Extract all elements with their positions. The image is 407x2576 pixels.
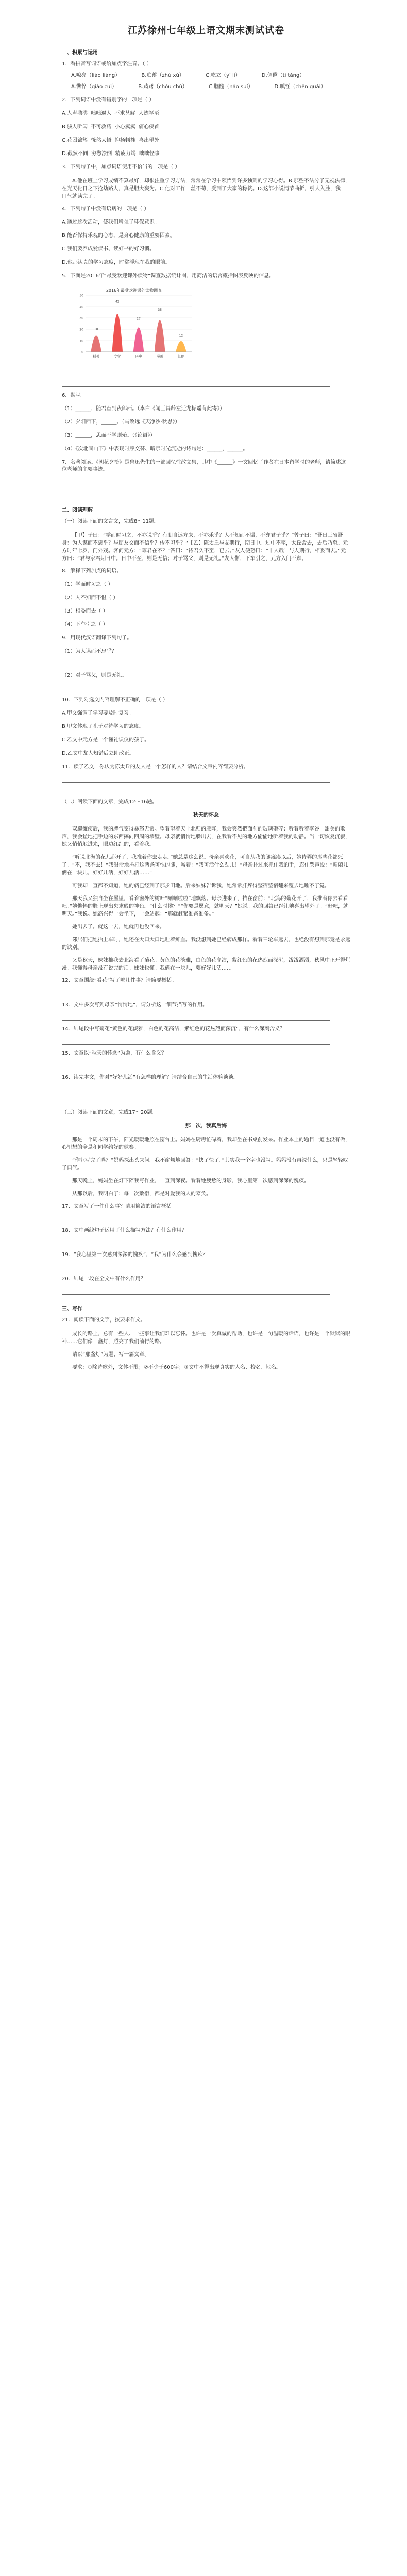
question-9: 9．用现代汉语翻译下列句子。: [62, 635, 132, 641]
page-title: 江苏徐州七年级上语文期末测试试卷: [128, 25, 284, 36]
question-20: 20．结尾一段在全文中有什么作用？: [62, 1276, 146, 1282]
survey-chart: [72, 286, 350, 363]
sub-question: （1）学而时习之（ ）: [62, 582, 113, 587]
data-label: 35: [158, 308, 162, 312]
option: A.憔悴（qiáo cuì）: [71, 84, 117, 90]
x-tick-label: 科普: [93, 354, 100, 359]
option: B.能否保持乐观的心态，是身心健康的重要因素。: [62, 233, 176, 239]
sub-question: （1）为人谋而不忠乎？: [62, 649, 117, 654]
option: B.甲文体现了孔子对待学习的态度。: [62, 724, 145, 730]
question-12: 12．文章围绕“看花”写了哪几件事？请简要概括。: [62, 978, 177, 984]
option: A.甲文强调了学习要及时复习。: [62, 710, 134, 716]
option: C.脑髓（nǎo suǐ）: [209, 84, 253, 90]
x-tick-label: 文学: [114, 354, 121, 359]
option: D.他那认真的学习态度，时常浮现在我的眼前。: [62, 260, 171, 265]
option: A.嘹亮（liáo liàng）: [71, 73, 121, 78]
recite-line: （3）______，思而不学则殆。（《论语》）: [62, 433, 156, 438]
answer-line[interactable]: [62, 1241, 330, 1246]
answer-line[interactable]: [62, 1039, 330, 1045]
y-tick-label: 0: [81, 350, 83, 354]
answer-line[interactable]: [62, 788, 330, 793]
document-body: [62, 23, 350, 1377]
writing-task: 请以“那盏灯”为题，写一篇文章。: [72, 1352, 150, 1358]
y-tick-label: 40: [79, 305, 83, 309]
question-14: 14．结尾段中写菊花“黄色的花淡雅，白色的花高洁，紫红色的花热烈而深沉”，有什么深刻含义？: [62, 1026, 285, 1032]
question-2: 2．下列词语中没有错别字的一项是（ ）: [62, 97, 155, 103]
option: D.倜傥（tì tǎng）: [261, 73, 305, 78]
option: A.人声鼎沸 咄咄逼人 不求甚解 人迹罕至: [62, 111, 159, 116]
option: A.通过这次活动，使我们增强了环保意识。: [62, 219, 160, 225]
data-label: 18: [94, 327, 98, 331]
option: D.乙文中友人知错后立即改正。: [62, 751, 134, 756]
answer-line[interactable]: [62, 1289, 330, 1295]
question-8: 8．解释下列加点的词语。: [62, 568, 122, 574]
answer-line[interactable]: [62, 480, 330, 485]
bar: [133, 327, 144, 352]
question-5: 5．下面是2016年“最受欢迎课外读物”调查数据统计图，用简洁的语言概括图表反映的信息。: [62, 273, 275, 279]
sub-question: （2）人不知而不愠（ ）: [62, 595, 118, 601]
answer-line[interactable]: [62, 1265, 330, 1270]
recite-line: （4）《次北固山下》中表现时序交替、暗示时光流逝的诗句是：______，______。: [62, 446, 248, 452]
sub-question: （3）相委而去（ ）: [62, 608, 108, 614]
option: B.贮蓄（zhù xù）: [141, 73, 184, 78]
option: B.骇人听闻 不可救药 小心翼翼 痛心疾首: [62, 124, 160, 130]
question-21: 21．阅读下面的文字，按要求作文。: [62, 1317, 146, 1323]
answer-line[interactable]: [62, 1015, 330, 1021]
essay-paragraph: 她出去了。就这一去，她就再也没回来。: [72, 924, 165, 930]
question-15: 15．文章以“秋天的怀念”为题，有什么含义？: [62, 1050, 167, 1056]
answer-line[interactable]: [62, 370, 330, 376]
answer-line[interactable]: [62, 490, 330, 496]
option: C.乙文中元方是一个懂礼识仪的孩子。: [62, 737, 150, 743]
bar-chart: [72, 286, 196, 363]
reading-part-1: （一）阅读下面的文言文，完成8～11题。: [62, 519, 160, 524]
question-3: 3．下列句子中，加点词语使用不恰当的一项是（ ）: [62, 164, 180, 170]
essay-paragraph: “作业写完了吗？”妈妈探出头来问。我不耐烦地回答：“快了快了。”其实我一个字也没写。妈妈没有再说什么，只是轻轻叹了口气。: [62, 1158, 348, 1171]
option: B.踌躇（chóu chú）: [138, 84, 188, 90]
essay-paragraph: 那天我又独自坐在屋里，看着窗外的树叶“唰唰啦啦”地飘落。母亲进来了，挡在窗前：“北海的菊花开了，我推着你去看看吧。”她憔悴的脸上现出央求般的神色。“什么时候？”“你要是愿意，就明天？”她说。我的回答已经让她喜出望外了。“好吧，就明天。”我说。她高兴得一会坐下，一会站起：“那就赶紧准备准备。”: [62, 896, 349, 917]
essay-paragraph: 双腿瘫痪后，我的脾气变得暴怒无常。望着望着天上北归的雁阵，我会突然把面前的玻璃砸碎；听着听着李谷一甜美的歌声，我会猛地把手边的东西摔向四周的墙壁。母亲就悄悄地躲出去，在我看不见的地方偷偷地听着我的动静。当一切恢复沉寂，她又悄悄地进来，眼边红红的，看着我。: [62, 826, 350, 848]
reading-part-2: （二）阅读下面的文章，完成12～16题。: [62, 799, 158, 805]
essay-paragraph: 可我却一直都不知道，她的病已经到了那步田地。后来妹妹告诉我，她常常肝疼得整宿整宿翻来覆去地睡不了觉。: [72, 883, 330, 889]
y-tick-label: 30: [79, 316, 83, 320]
recite-line: （2）夕阳西下，______。（马致远《天净沙·秋思》）: [62, 419, 180, 425]
question-10: 10．下列对选文内容理解不正确的一项是（ ）: [62, 697, 168, 703]
sub-question: （4）下车引之（ ）: [62, 622, 108, 628]
bar: [91, 335, 101, 352]
question-3-text: A.他在班上学习成绩不算最好，却很注重学习方法，常常在学习中领悟到许多独到的学习心得。B.那些不法分子无视法律，在光天化日之下抢劫路人，真是胆大妄为。C.他对工作一丝不苟，受到了大家的称赞。D.这部小说情节曲折，引人入胜，我一口气就读完了。: [62, 178, 350, 199]
question-17: 17．文章写了一件什么事？请用简洁的语言概括。: [62, 1204, 177, 1209]
answer-line[interactable]: [62, 991, 330, 996]
y-tick-label: 20: [79, 328, 83, 332]
data-label: 12: [179, 334, 183, 338]
essay-title: 那一次，我真后悔: [185, 1123, 227, 1129]
x-tick-label: 漫画: [156, 354, 163, 359]
question-4: 4．下列句子中没有语病的一项是（ ）: [62, 206, 149, 212]
answer-line[interactable]: [62, 777, 330, 783]
question-11: 11．读了乙文，你认为陈太丘的友人是一个怎样的人？请结合文章内容简要分析。: [62, 764, 249, 770]
chart-title: 2016年最受欢迎课外读物调查: [106, 288, 162, 293]
section-heading: 二、阅读理解: [62, 507, 93, 513]
data-label: 42: [115, 300, 120, 304]
question-1-options: [71, 72, 350, 79]
option: D.嗔怪（chēn guài）: [274, 84, 326, 90]
question-1: 1．看拼音写词语或给加点字注音。（ ）: [62, 61, 152, 67]
bar: [176, 341, 186, 352]
essay-paragraph: 又是秋天，妹妹推我去北海看了菊花。黄色的花淡雅，白色的花高洁，紫红色的花热烈而深沉，泼泼洒洒，秋风中正开得烂漫。我懂得母亲没有说完的话。妹妹也懂。我俩在一块儿，要好好儿活……: [62, 958, 350, 971]
x-tick-label: 历史: [135, 354, 142, 359]
question-7: 7．名著阅读。《朝花夕拾》是鲁迅先生的一部回忆性散文集，其中《______》一文回忆了作者在日本留学时的老师，请简述这位老师的主要事迹。: [62, 460, 346, 472]
writing-prompt: 成长的路上，总有一些人、一些事让我们难以忘怀。也许是一次真诚的帮助，也许是一句温暖的话语，也许是一个默默的眼神……它们像一盏灯，照亮了我们前行的路。: [62, 1331, 350, 1345]
question-13: 13．文中多次写到母亲“悄悄地”，请分析这一细节描写的作用。: [62, 1002, 208, 1008]
essay-paragraph: “听说北海的花儿都开了，我推着你去走走。”她总是这么说。母亲喜欢花，可自从我的腿瘫痪以后，她侍弄的那些花都死了。“不，我不去！”我狠命地捶打这两条可恨的腿，喊着：“我可活什么劲儿！”母亲扑过来抓住我的手，忍住哭声说：“咱娘儿俩在一块儿，好好儿活，好好儿活……”: [62, 855, 348, 876]
recite-line: （1）______，随君直到夜郎西。（李白《闻王昌龄左迁龙标遥有此寄》）: [62, 406, 225, 412]
question-18: 18．文中画线句子运用了什么描写方法？有什么作用？: [62, 1228, 187, 1233]
section-heading: 三、写作: [62, 1306, 82, 1312]
y-tick-label: 10: [79, 339, 83, 343]
question-1-options-row2: [71, 83, 350, 91]
classical-text: 【甲】子曰：“学而时习之，不亦说乎？有朋自远方来，不亦乐乎？人不知而不愠，不亦君子乎？”曾子曰：“吾日三省吾身：为人谋而不忠乎？与朋友交而不信乎？传不习乎？”【乙】陈太丘与友期行，期日中。过中不至，太丘舍去，去后乃至。元方时年七岁，门外戏。客问元方：“尊君在不？”答曰：“待君久不至，已去。”友人便怒曰：“非人哉！与人期行，相委而去。”元方曰：“君与家君期日中。日中不至，则是无信；对子骂父，则是无礼。”友人惭，下车引之，元方入门不顾。: [62, 533, 348, 562]
answer-line[interactable]: [62, 686, 330, 691]
option: C.屹立（yì lì）: [205, 73, 241, 78]
question-6: 6．默写。: [62, 393, 86, 398]
answer-line[interactable]: [62, 1216, 330, 1222]
essay-title: 秋天的怀念: [193, 812, 219, 818]
answer-line[interactable]: [62, 1063, 330, 1069]
answer-line[interactable]: [62, 381, 330, 387]
question-16: 16．读完本文，你对“好好儿活”有怎样的理解？请结合自己的生活体验谈谈。: [62, 1075, 239, 1080]
y-tick-label: 50: [79, 294, 83, 298]
option: D.截然不同 穷愁潦倒 精疲力竭 咄咄怪事: [62, 151, 160, 157]
option: C.我们要养成爱读书、读好书的好习惯。: [62, 246, 155, 252]
essay-paragraph: 那是一个周末的下午，阳光暖暖地照在窗台上。妈妈在厨房忙碌着，我却坐在书桌前发呆。作业本上的题目一道也没有做，心里想的全是和同学约好的球赛。: [62, 1137, 350, 1150]
essay-paragraph: 邻居们把她抬上车时，她还在大口大口地吐着鲜血。我没想到她已经病成那样。看着三轮车远去，也绝没有想到那竟是永远的诀别。: [62, 937, 350, 951]
x-tick-label: 其他: [177, 354, 184, 359]
sub-question: （2）对子骂父，则是无礼。: [62, 673, 127, 679]
bar: [155, 320, 165, 352]
bar: [112, 314, 123, 352]
option: C.花团锦簇 恍然大悟 抑扬顿挫 喜出望外: [62, 138, 160, 143]
question-19: 19．“我心里第一次感到深深的愧疚”，“我”为什么会感到愧疚？: [62, 1252, 208, 1258]
writing-requirements: 要求：①除诗歌外，文体不限；②不少于600字；③文中不得出现真实的人名、校名、地名。: [72, 1365, 281, 1370]
essay-paragraph: 那天晚上，妈妈坐在灯下陪我写作业，一直到深夜。看着她疲惫的身影，我心里第一次感到深深的愧疚。: [72, 1178, 309, 1184]
answer-line[interactable]: [62, 1088, 330, 1093]
answer-line[interactable]: [62, 1098, 330, 1104]
section-heading: 一、积累与运用: [62, 50, 98, 56]
essay-paragraph: 从那以后，我明白了：每一次敷衍，都是对爱我的人的辜负。: [72, 1191, 211, 1197]
reading-part-3: （三）阅读下面的文章，完成17～20题。: [62, 1110, 158, 1115]
data-label: 27: [137, 317, 141, 321]
answer-line[interactable]: [62, 662, 330, 667]
